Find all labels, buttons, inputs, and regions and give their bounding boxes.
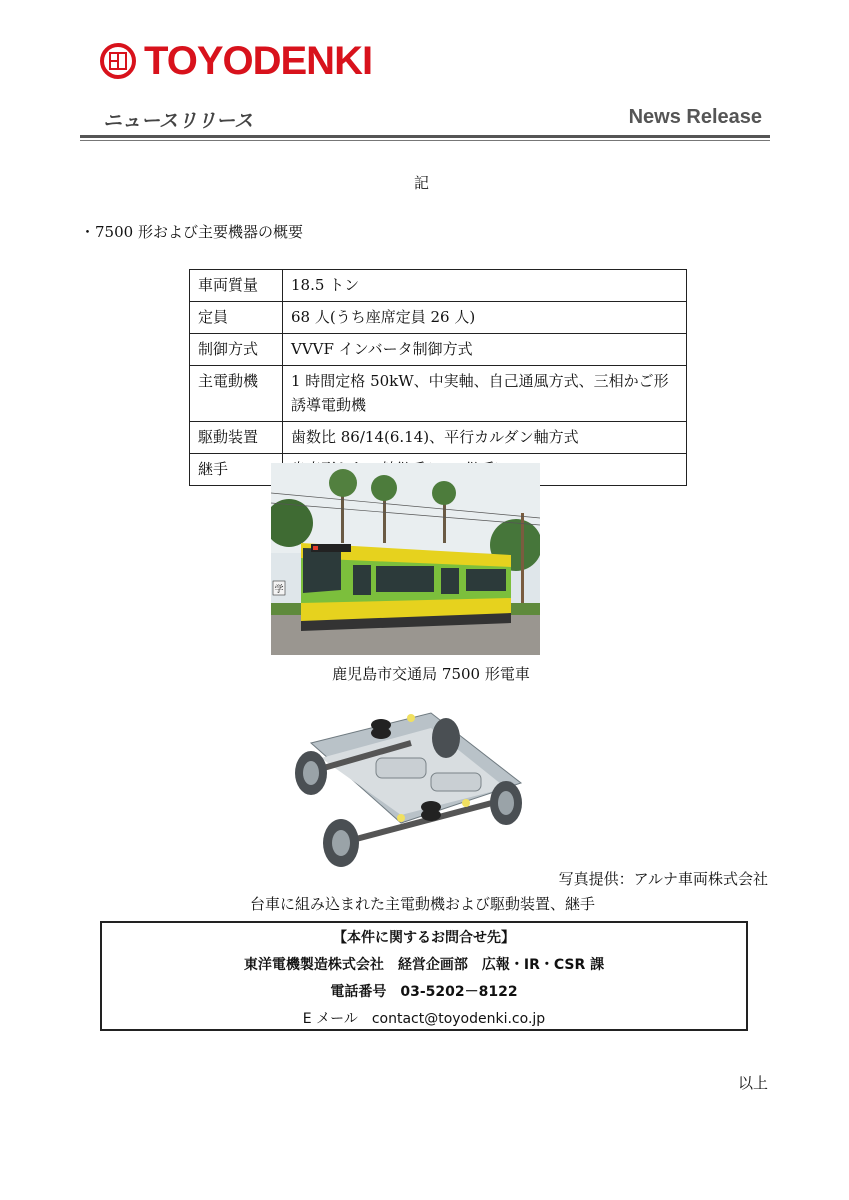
news-release-en: News Release: [628, 106, 762, 128]
spec-value: 歯数比 86/14(6.14)、平行カルダン軸方式: [283, 422, 687, 454]
table-row: [190, 334, 687, 366]
table-row: [190, 422, 687, 454]
end-mark: 以上: [737, 1074, 768, 1092]
tram-caption: 鹿児島市交通局 7500 形電車: [332, 665, 530, 683]
bogie-photo: [281, 703, 543, 885]
spec-value: VVVF インバータ制御方式: [283, 334, 687, 366]
table-row: [190, 302, 687, 334]
spec-key: 制御方式: [190, 334, 283, 366]
tram-headsign: 学: [274, 585, 284, 595]
header-rule-thin: [80, 140, 770, 141]
ki-heading: 記: [414, 174, 430, 192]
section-heading: ・7500 形および主要機器の概要: [80, 223, 303, 241]
header-rule: [80, 135, 770, 138]
table-row: [190, 270, 687, 302]
news-release-jp: ニュースリリース: [103, 110, 254, 132]
contact-phone: 電話番号 03-5202－8122: [330, 984, 518, 1000]
spec-value: 1 時間定格 50kW、中実軸、自己通風方式、三相かご形誘導電動機: [283, 366, 687, 422]
spec-key: 主電動機: [190, 366, 283, 422]
spec-value: 18.5 トン: [283, 270, 687, 302]
tram-photo: [271, 463, 540, 655]
contact-company: 東洋電機製造株式会社 経営企画部 広報・IR・CSR 課: [243, 957, 605, 973]
contact-box: [100, 921, 748, 1031]
spec-value: 68 人(うち座席定員 26 人): [283, 302, 687, 334]
contact-email[interactable]: E メール contact@toyodenki.co.jp: [302, 1011, 546, 1027]
table-row: [190, 366, 687, 422]
spec-key: 定員: [190, 302, 283, 334]
logo-wordmark: TOYODENKI: [144, 38, 373, 83]
company-logo: [100, 40, 372, 82]
contact-title: 【本件に関するお問合せ先】: [333, 930, 515, 946]
spec-key: 継手: [190, 454, 283, 486]
logo-mark-icon: [100, 43, 136, 79]
spec-key: 車両質量: [190, 270, 283, 302]
photo-credit: 写真提供：アルナ車両株式会社: [558, 870, 768, 888]
spec-key: 駆動装置: [190, 422, 283, 454]
spec-table: [189, 269, 687, 486]
bogie-caption: 台車に組み込まれた主電動機および駆動装置、継手: [249, 895, 595, 913]
